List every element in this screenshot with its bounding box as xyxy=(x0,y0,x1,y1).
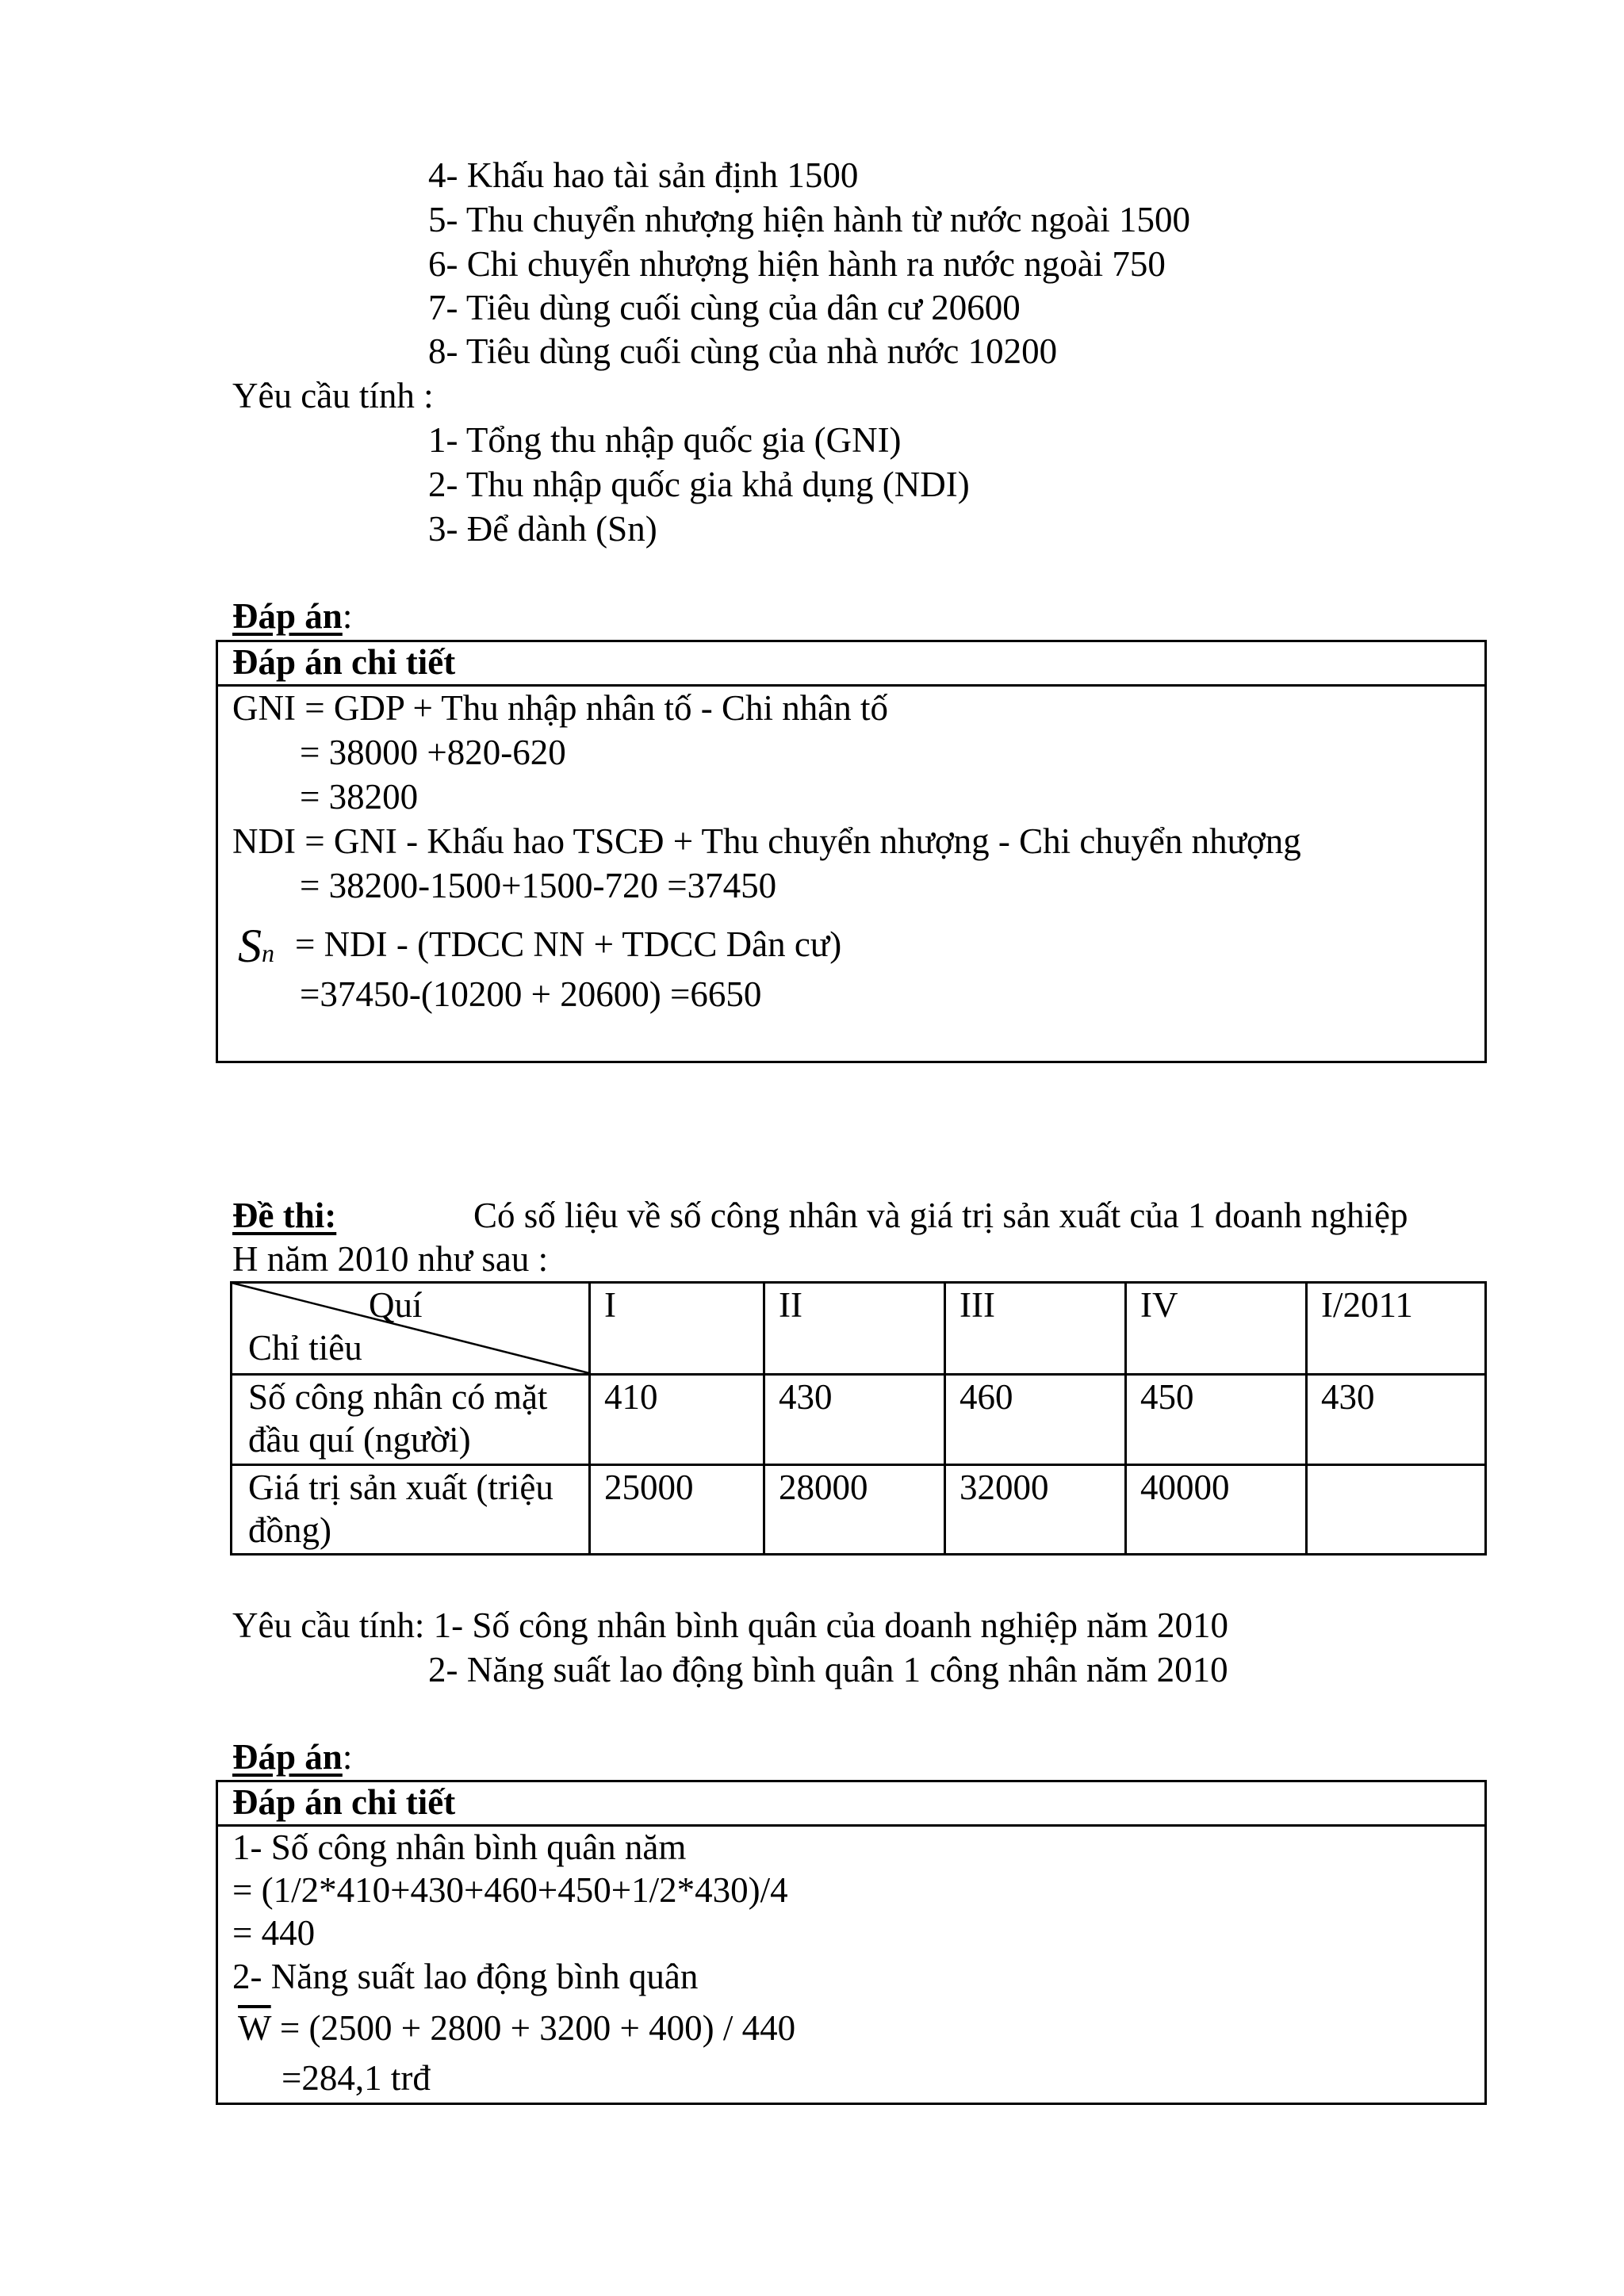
exam-intro-1: Có số liệu về số công nhân và giá trị sản xuất của 1 doanh nghiệp xyxy=(473,1196,1408,1235)
table-header-col-1: I xyxy=(604,1285,616,1325)
table-cell: 430 xyxy=(1321,1377,1375,1417)
exam-intro-2: H năm 2010 như sau : xyxy=(232,1239,549,1279)
table-cell: 450 xyxy=(1140,1377,1194,1417)
answer-colon-2: : xyxy=(342,1737,353,1777)
item-5: 5- Thu chuyển nhượng hiện hành từ nước ngoài 1500 xyxy=(428,200,1191,239)
gni-formula: GNI = GDP + Thu nhập nhân tố - Chi nhân tố xyxy=(232,688,888,728)
gni-step: = 38000 +820-620 xyxy=(300,733,566,772)
table-row-1-label-line-2: đầu quí (người) xyxy=(248,1420,471,1460)
table-row-1-label-line-1: Số công nhân có mặt xyxy=(248,1377,548,1417)
sn-formula: = NDI - (TDCC NN + TDCC Dân cư) xyxy=(295,924,842,964)
table-header-col-3: III xyxy=(959,1285,995,1325)
requirement-2: 2- Thu nhập quốc gia khả dụng (NDI) xyxy=(428,465,970,504)
requirement-1: 1- Tổng thu nhập quốc gia (GNI) xyxy=(428,420,902,460)
table-col-line-2 xyxy=(763,1281,765,1556)
requirement-line-1: Yêu cầu tính: 1- Số công nhân bình quân của doanh nghiệp năm 2010 xyxy=(232,1605,1228,1645)
answer-colon: : xyxy=(342,596,353,636)
sn-result: =37450-(10200 + 20600) =6650 xyxy=(300,974,762,1014)
table-cell: 28000 xyxy=(779,1468,868,1507)
requirement-label: Yêu cầu tính : xyxy=(232,376,434,415)
ndi-result: = 38200-1500+1500-720 =37450 xyxy=(300,866,777,905)
table-header-col-2: II xyxy=(779,1285,802,1325)
sn-subscript: n xyxy=(262,939,274,967)
item-8: 8- Tiêu dùng cuối cùng của nhà nước 10200 xyxy=(428,331,1058,371)
avg-workers-result: = 440 xyxy=(232,1913,316,1953)
table-header-col-5: I/2011 xyxy=(1321,1285,1413,1325)
requirement-line-2: 2- Năng suất lao động bình quân 1 công nhân năm 2010 xyxy=(428,1650,1228,1689)
table-corner-indicator: Chỉ tiêu xyxy=(248,1328,362,1368)
exam-label: Đề thi: xyxy=(232,1196,337,1235)
table-row-2-label-line-2: đồng) xyxy=(248,1510,331,1550)
answer-label-2: Đáp án xyxy=(232,1737,343,1777)
table-cell: 410 xyxy=(604,1377,658,1417)
productivity-result: =284,1 trđ xyxy=(282,2058,431,2098)
ndi-formula: NDI = GNI - Khấu hao TSCĐ + Thu chuyển nhượng - Chi chuyển nhượng xyxy=(232,821,1301,861)
table-cell: 32000 xyxy=(959,1468,1049,1507)
productivity-formula xyxy=(238,2006,795,2050)
item-7: 7- Tiêu dùng cuối cùng của dân cư 20600 xyxy=(428,288,1021,327)
table-col-line-4 xyxy=(1124,1281,1127,1556)
answer-label: Đáp án xyxy=(232,596,343,636)
item-4: 4- Khấu hao tài sản định 1500 xyxy=(428,155,859,195)
w-formula: = (2500 + 2800 + 3200 + 400) / 440 xyxy=(279,2008,796,2048)
table-col-line-5 xyxy=(1305,1281,1308,1556)
productivity-title: 2- Năng suất lao động bình quân xyxy=(232,1957,699,1996)
requirement-3: 3- Để dành (Sn) xyxy=(428,509,657,549)
answer-heading xyxy=(232,594,352,638)
table-cell: 40000 xyxy=(1140,1468,1230,1507)
answer-heading-2 xyxy=(232,1735,352,1779)
item-6: 6- Chi chuyển nhượng hiện hành ra nước ngoài 750 xyxy=(428,244,1166,284)
avg-workers-formula: = (1/2*410+430+460+450+1/2*430)/4 xyxy=(232,1870,788,1910)
table-cell: 460 xyxy=(959,1377,1013,1417)
table-cell: 25000 xyxy=(604,1468,694,1507)
sn-letter: S xyxy=(238,920,262,972)
answer-box-1-header: Đáp án chi tiết xyxy=(232,642,456,682)
table-row-2-label-line-1: Giá trị sản xuất (triệu xyxy=(248,1468,553,1507)
table-col-line-3 xyxy=(944,1281,946,1556)
w-symbol: $\overline{W}$ xyxy=(238,2008,271,2048)
table-header-col-4: IV xyxy=(1140,1285,1178,1325)
sn-symbol xyxy=(238,918,274,981)
gni-result: = 38200 xyxy=(300,777,419,817)
answer-box-2-header: Đáp án chi tiết xyxy=(232,1782,456,1822)
table-cell: 430 xyxy=(779,1377,833,1417)
avg-workers-title: 1- Số công nhân bình quân năm xyxy=(232,1827,687,1867)
table-corner-quarter: Quí xyxy=(369,1285,423,1325)
